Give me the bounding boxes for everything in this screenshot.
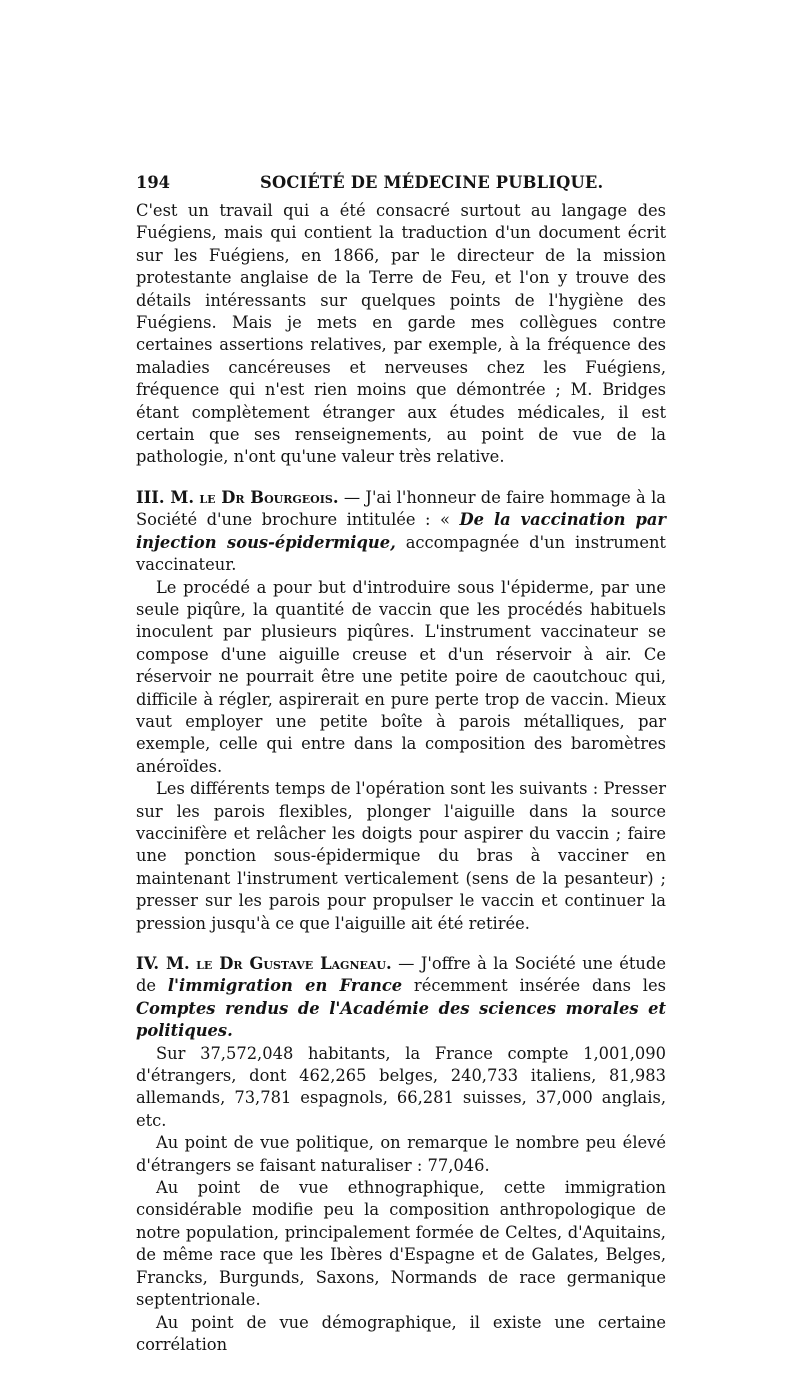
journal-title: Comptes rendus de l'Académie des sciences morales et politiques. [136, 998, 666, 1041]
study-title: l'immigration en France [167, 976, 403, 996]
paragraph: Les différents temps de l'opération sont les suivants : Presser sur les parois flexibles, plonger l'aiguille dans la source vaccinifère et relâcher les doigts pour aspirer du vaccin ; faire une ponction sous-épidermique du bras à vacciner en maintenant l'instrument verticalement (sens de la pesanteur) ; presser sur les parois pour propulser le vaccin et continuer la pression jusqu'à ce que l'aiguille ait été retirée. [136, 779, 666, 933]
section-lead-paragraph [136, 487, 666, 577]
paragraph: Le procédé a pour but d'introduire sous l'épiderme, par une seule piqûre, la quantité de vaccin que les procédés habituels inoculent par plusieurs piqûres. L'instrument vaccinateur se compose d'une aiguille creuse et d'un réservoir à air. Ce réservoir ne pourrait être une petite poire de caoutchouc qui, difficile à régler, aspirerait en pure perte trop de vaccin. Mieux vaut employer une petite boîte à parois métalliques, par exemple, celle qui entre dans la composition des baromètres anéroïdes. [136, 577, 666, 776]
intro-text: — J'offre à la Société une étude de [136, 954, 666, 996]
paragraph: Au point de vue ethnographique, cette immigration considérable modifie peu la composition anthropologique de notre population, principalement formée de Celtes, d'Aquitains, de même race que les Ibères d'Espagne et de Galates, Belges, Francks, Burgunds, Saxons, Normands de race germanique septentrionale. [136, 1178, 666, 1310]
page-header [136, 168, 666, 198]
section-label: IV. M. [136, 954, 190, 973]
section-iv [136, 953, 666, 1356]
section-lead-paragraph [136, 953, 666, 1043]
brochure-title: De la vaccination par injection sous-épidermique, [136, 510, 666, 552]
section-iii [136, 487, 666, 935]
running-title: SOCIÉTÉ DE MÉDECINE PUBLIQUE. [260, 173, 604, 192]
page-number: 194 [136, 173, 170, 192]
section-label: III. M. [136, 487, 195, 507]
paragraph: C'est un travail qui a été consacré surtout au langage des Fuégiens, mais qui contient la traduction d'un document écrit sur les Fuégiens, en 1866, par le directeur de la mission protestante anglaise de la Terre de Feu, et l'on y trouve des détails intéressants sur quelques points de l'hygiène des Fuégiens. Mais je mets en garde mes collègues contre certaines assertions relatives, par exemple, à la fréquence des maladies cancéreuses et nerveuses chez les Fuégiens, fréquence qui n'est rien moins que démontrée ; M. Bridges étant complètement étranger aux études médicales, il est certain que ses renseignements, au point de vue de la pathologie, n'ont qu'une valeur très relative. [136, 201, 666, 467]
intro-text-mid: récemment insérée dans les [413, 976, 666, 996]
paragraph: Au point de vue politique, on remarque le nombre peu élevé d'étrangers se faisant naturaliser : 77,046. [136, 1133, 666, 1175]
book-page [136, 168, 666, 1374]
section-continuation [136, 200, 666, 469]
intro-text: — J'ai l'honneur de faire hommage à la Société d'une brochure intitulée : « [136, 487, 666, 530]
paragraph: Sur 37,572,048 habitants, la France compte 1,001,090 d'étrangers, dont 462,265 belges, 240,733 italiens, 81,983 allemands, 73,781 espagnols, 66,281 suisses, 37,000 anglais, etc. [136, 1043, 666, 1130]
speaker-name: le Dr Bourgeois. [199, 487, 339, 507]
paragraph: Au point de vue démographique, il existe une certaine corrélation [136, 1312, 666, 1354]
intro-text-end: accompagnée d'un instrument vaccinateur. [136, 532, 666, 575]
speaker-name: le Dr Gustave Lagneau. [196, 954, 392, 973]
